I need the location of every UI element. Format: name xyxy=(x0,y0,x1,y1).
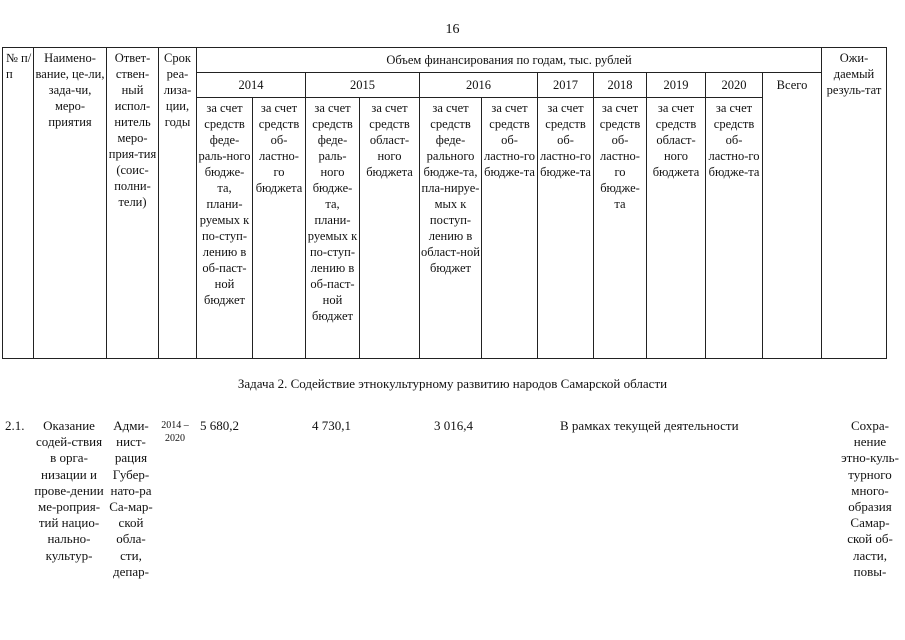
header-name: Наимено-вание, це-ли, зада-чи, меро-приятия xyxy=(34,48,107,359)
year-2019: 2019 xyxy=(647,73,706,98)
year-2016: 2016 xyxy=(420,73,538,98)
value-2014: 5 680,2 xyxy=(200,418,239,433)
value-2015: 4 730,1 xyxy=(312,418,351,433)
row-term: 2014 – 2020 xyxy=(161,420,189,444)
header-num: № п/п xyxy=(3,48,34,359)
header-term: Срок реа-лиза-ции, годы xyxy=(159,48,197,359)
source-2019: за счет средств област-ного бюджета xyxy=(647,98,706,359)
row-number: 2.1. xyxy=(5,418,25,433)
current-activity-note: В рамках текущей деятельности xyxy=(560,418,739,433)
source-2014-regional: за счет средств об-ластно-го бюджета xyxy=(253,98,306,359)
row-measure-name: Оказание содей-ствия в орга-низации и прове-дении ме-роприя-тий нацио-нально-культур- xyxy=(34,418,104,563)
header-result: Ожи-даемый резуль-тат xyxy=(822,48,887,359)
source-2020: за счет средств об-ластно-го бюдже-та xyxy=(706,98,763,359)
source-2018: за счет средств об-ластно-го бюдже-та xyxy=(594,98,647,359)
task-title: Задача 2. Содействие этнокультурному развитию народов Самарской области xyxy=(237,376,668,391)
source-2015-federal: за счет средств феде-раль-ного бюдже-та, плани-руемых к по-ступ-лению в об-паст-ной бюджет xyxy=(306,98,360,359)
header-funding-title: Объем финансирования по годам, тыс. рублей xyxy=(197,48,822,73)
year-2017: 2017 xyxy=(538,73,594,98)
row-responsible: Адми-нист-рация Губер-нато-ра Са-мар-ской обла-сти, депар- xyxy=(109,418,153,579)
source-2017: за счет средств об-ластно-го бюдже-та xyxy=(538,98,594,359)
total-header: Всего xyxy=(763,73,822,359)
year-2018: 2018 xyxy=(594,73,647,98)
page-number: 16 xyxy=(445,22,460,37)
source-2014-federal: за счет средств феде-раль-ного бюдже-та, плани-руемых к по-ступ-лению в об-паст-ной бюджет xyxy=(197,98,253,359)
source-2016-federal: за счет средств феде-рального бюдже-та, пла-нируе-мых к поступ-лению в област-ной бюджет xyxy=(420,98,482,359)
year-2020: 2020 xyxy=(706,73,763,98)
source-2015-regional: за счет средств област-ного бюджета xyxy=(360,98,420,359)
table-row xyxy=(0,418,905,640)
header-responsible: Ответ-ствен-ный испол-нитель меро-прия-тия (соис-полни-тели) xyxy=(107,48,159,359)
year-2014: 2014 xyxy=(197,73,306,98)
year-2015: 2015 xyxy=(306,73,420,98)
row-expected-result: Сохра-нение этно-куль-турного много-образия Самар-ской об-ласти, повы- xyxy=(841,418,899,579)
header-table xyxy=(2,47,887,359)
value-2016: 3 016,4 xyxy=(434,418,473,433)
source-2016-regional: за счет средств об-ластно-го бюдже-та xyxy=(482,98,538,359)
